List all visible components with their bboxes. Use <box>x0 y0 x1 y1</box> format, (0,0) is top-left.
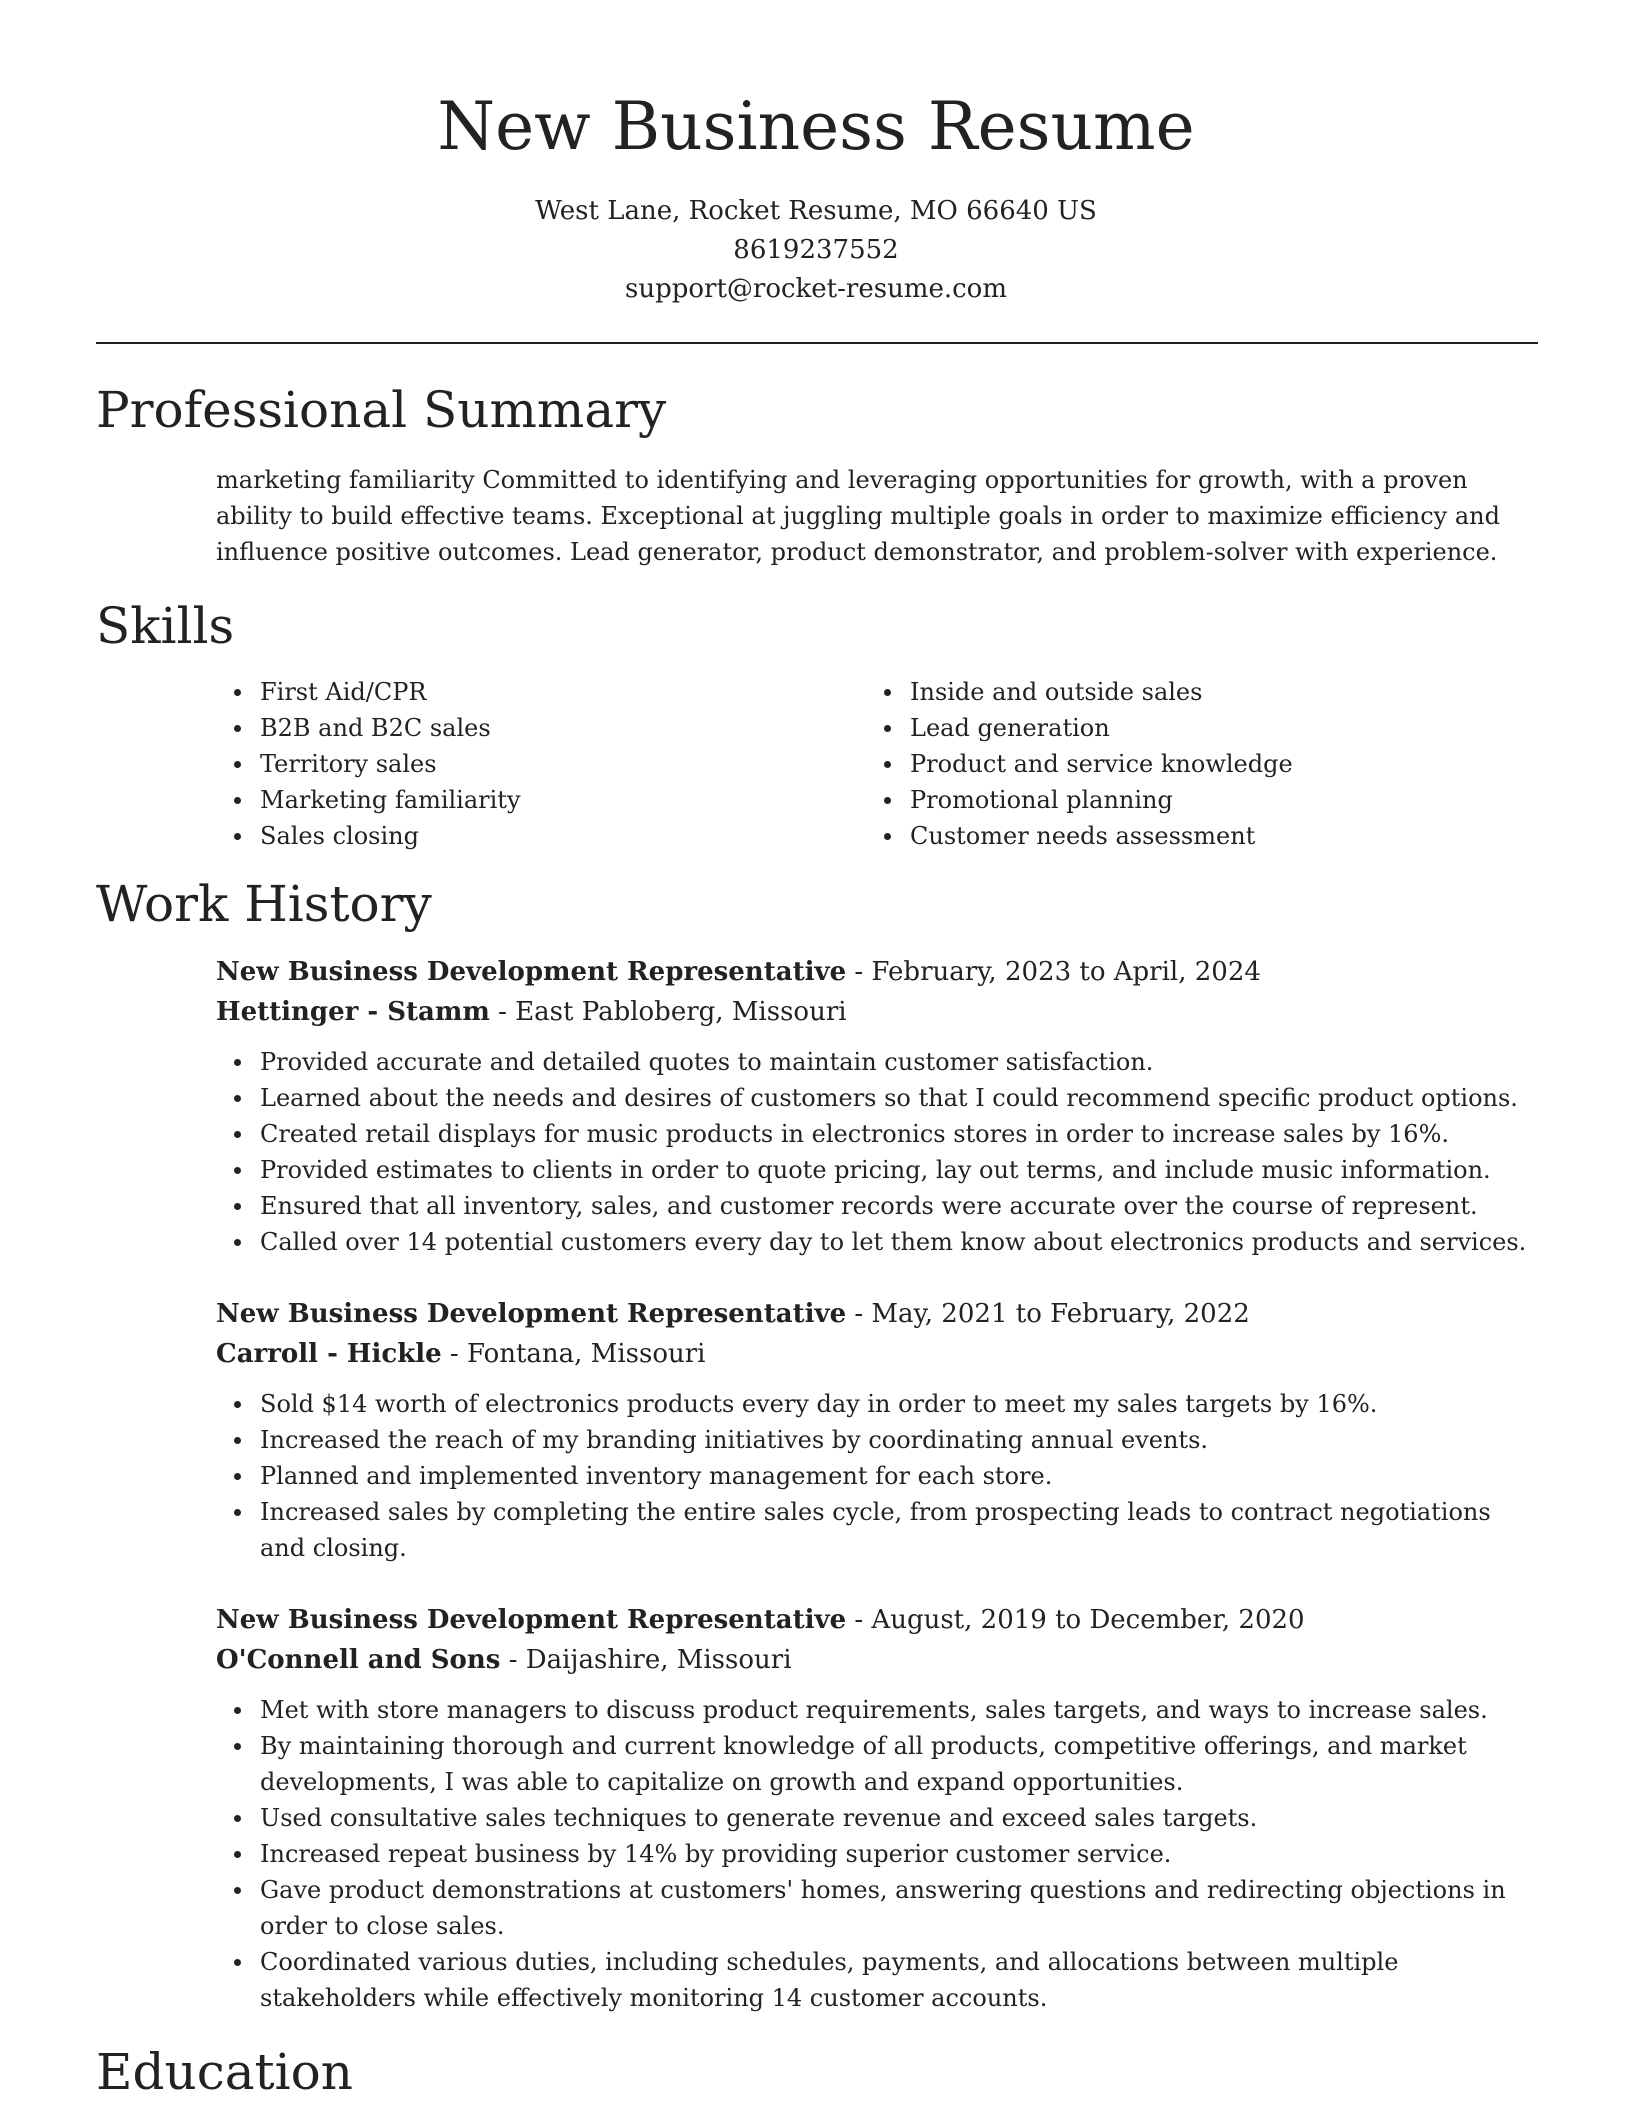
section-title-skills: Skills <box>96 597 235 655</box>
section-title-summary: Professional Summary <box>96 381 667 439</box>
skill-item: First Aid/CPR <box>216 674 866 710</box>
skill-item: Marketing familiarity <box>216 782 866 818</box>
job-dates: - August, 2019 to December, 2020 <box>846 1605 1305 1635</box>
job-role: New Business Development Representative <box>216 1605 847 1635</box>
job-bullet: Met with store managers to discuss product requirements, sales targets, and ways to increase sales. <box>216 1692 1536 1728</box>
job-bullet: Provided accurate and detailed quotes to maintain customer satisfaction. <box>216 1044 1536 1080</box>
job-bullets <box>216 1044 1536 1260</box>
job-location: - Daijashire, Missouri <box>500 1645 792 1675</box>
resume-header <box>0 0 1632 309</box>
contact-address: West Lane, Rocket Resume, MO 66640 US <box>535 196 1097 226</box>
job-location: - Fontana, Missouri <box>441 1339 706 1369</box>
job-bullet: Provided estimates to clients in order to quote pricing, lay out terms, and include music information. <box>216 1152 1536 1188</box>
job-bullet: Used consultative sales techniques to generate revenue and exceed sales targets. <box>216 1800 1536 1836</box>
job-bullet: Learned about the needs and desires of customers so that I could recommend specific product options. <box>216 1080 1536 1116</box>
skills-column-right <box>866 674 1516 854</box>
job-company-line <box>216 992 1546 1032</box>
header-divider <box>96 342 1538 344</box>
summary-text: marketing familiarity Committed to identifying and leveraging opportunities for growth, with a proven ability to build effective teams. Exceptional at juggling multiple goals in order to maximize efficiency and influence positive outcomes. Lead generator, product demonstrator, and problem-solver with experience. <box>216 466 1500 566</box>
skill-item: Territory sales <box>216 746 866 782</box>
skill-item: Promotional planning <box>866 782 1516 818</box>
job-location: - East Pabloberg, Missouri <box>489 997 847 1027</box>
job-bullet: Increased sales by completing the entire sales cycle, from prospecting leads to contract negotiations and closing. <box>216 1494 1536 1566</box>
job-bullet: Increased the reach of my branding initiatives by coordinating annual events. <box>216 1422 1536 1458</box>
job-company: Carroll - Hickle <box>216 1339 442 1369</box>
job-entry <box>216 952 1546 1260</box>
section-title-education: Education <box>96 2043 353 2101</box>
job-company-line <box>216 1334 1546 1374</box>
job-dates: - February, 2023 to April, 2024 <box>846 957 1261 987</box>
job-bullet: Planned and implemented inventory management for each store. <box>216 1458 1536 1494</box>
job-entry <box>216 1294 1546 1566</box>
job-bullet: Ensured that all inventory, sales, and customer records were accurate over the course of represent. <box>216 1188 1536 1224</box>
skill-item: Product and service knowledge <box>866 746 1516 782</box>
candidate-name: New Business Resume <box>437 88 1195 165</box>
job-bullet: By maintaining thorough and current knowledge of all products, competitive offerings, and market developments, I was able to capitalize on growth and expand opportunities. <box>216 1728 1536 1800</box>
job-bullet: Increased repeat business by 14% by providing superior customer service. <box>216 1836 1536 1872</box>
job-bullet: Coordinated various duties, including schedules, payments, and allocations between multiple stakeholders while effectively monitoring 14 customer accounts. <box>216 1944 1536 2016</box>
skill-item: Customer needs assessment <box>866 818 1516 854</box>
contact-block <box>0 192 1632 309</box>
job-title-line <box>216 1294 1546 1334</box>
job-role: New Business Development Representative <box>216 957 847 987</box>
contact-email: support@rocket-resume.com <box>624 274 1007 304</box>
contact-phone: 8619237552 <box>733 235 899 265</box>
job-role: New Business Development Representative <box>216 1299 847 1329</box>
job-bullet: Called over 14 potential customers every day to let them know about electronics products and services. <box>216 1224 1536 1260</box>
section-title-work-history: Work History <box>96 875 432 933</box>
job-entry <box>216 1600 1546 2016</box>
skill-item: Lead generation <box>866 710 1516 746</box>
job-bullet: Sold $14 worth of electronics products every day in order to meet my sales targets by 16%. <box>216 1386 1536 1422</box>
job-bullet: Gave product demonstrations at customers' homes, answering questions and redirecting objections in order to close sales. <box>216 1872 1536 1944</box>
skill-item: B2B and B2C sales <box>216 710 866 746</box>
job-bullets <box>216 1386 1536 1566</box>
job-bullet: Created retail displays for music products in electronics stores in order to increase sales by 16%. <box>216 1116 1536 1152</box>
job-title-line <box>216 952 1546 992</box>
job-company: Hettinger - Stamm <box>216 997 490 1027</box>
skill-item: Inside and outside sales <box>866 674 1516 710</box>
job-bullets <box>216 1692 1536 2016</box>
job-company-line <box>216 1640 1546 1680</box>
skills-column-left <box>216 674 866 854</box>
job-company: O'Connell and Sons <box>216 1645 501 1675</box>
job-dates: - May, 2021 to February, 2022 <box>846 1299 1250 1329</box>
skills-list <box>216 674 1536 854</box>
skill-item: Sales closing <box>216 818 866 854</box>
job-title-line <box>216 1600 1546 1640</box>
